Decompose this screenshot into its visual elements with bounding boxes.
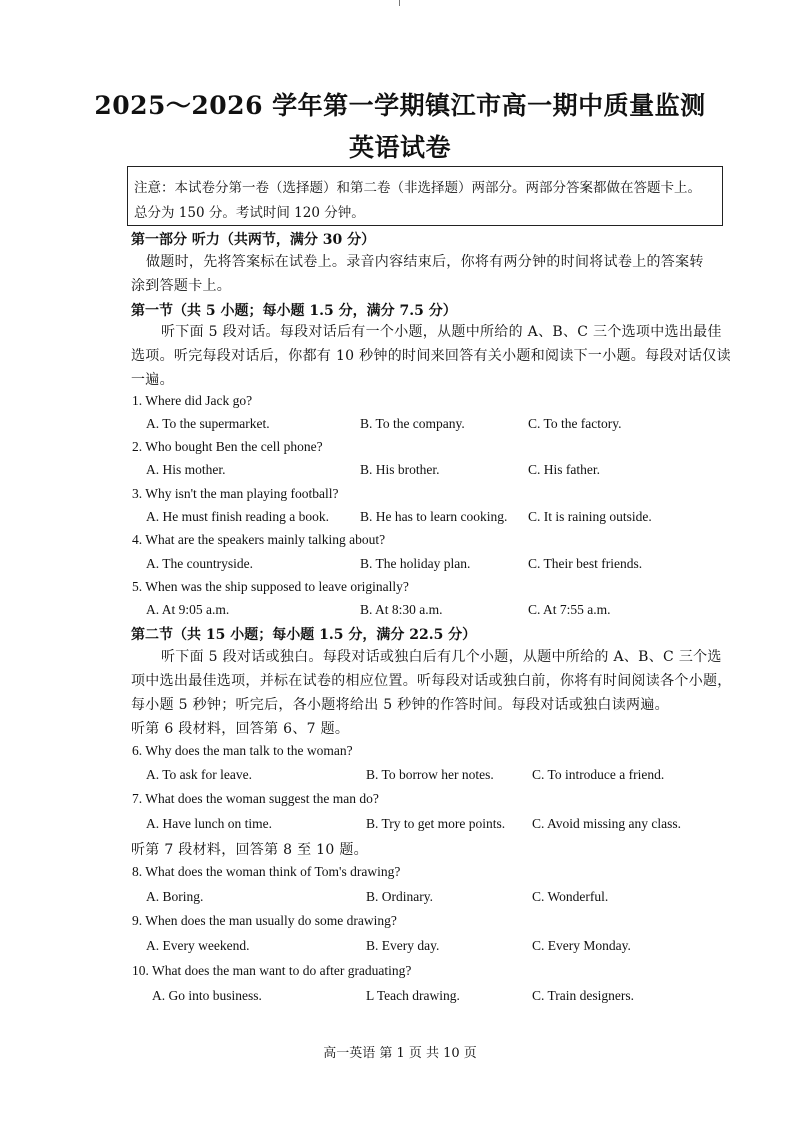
option-a: A. To the supermarket. <box>146 416 270 431</box>
exam-subtitle: 英语试卷 <box>348 133 451 162</box>
option-a: A. To ask for leave. <box>146 767 253 782</box>
option-c: C. Avoid missing any class. <box>532 816 682 831</box>
option-a: A. He must finish reading a book. <box>146 509 329 524</box>
option-a: A. The countryside. <box>146 556 253 571</box>
option-c: C. Wonderful. <box>532 889 609 904</box>
question-text: 7. What does the woman suggest the man do? <box>132 791 379 806</box>
section2-instruction-line-3: 每小题 5 秒钟；听完后，各小题将给出 5 秒钟的作答时间。每段对话或独白读两遍。 <box>131 697 669 713</box>
option-b: B. Every day. <box>366 938 440 953</box>
option-b: B. At 8:30 a.m. <box>360 602 443 617</box>
question-text: 1. Where did Jack go? <box>132 393 253 408</box>
part1-instruction-line-2: 涂到答题卡上。 <box>131 278 232 294</box>
section2-instruction-line-2: 项中选出最佳选项，并标在试卷的相应位置。听每段对话或独白前，你将有时间阅读各个小题， <box>131 673 732 689</box>
option-c: C. Every Monday. <box>532 938 631 953</box>
question-text: 8. What does the woman think of Tom's drawing? <box>132 864 401 879</box>
option-a: A. His mother. <box>146 462 226 477</box>
option-a: A. Go into business. <box>152 988 262 1003</box>
notice-line-1: 注意：本试卷分第一卷（选择题）和第二卷（非选择题）两部分。两部分答案都做在答题卡上。 <box>134 180 701 196</box>
option-c: C. To introduce a friend. <box>532 767 665 782</box>
option-a: A. Every weekend. <box>146 938 250 953</box>
question-text: 5. When was the ship supposed to leave originally? <box>132 579 409 594</box>
question-text: 4. What are the speakers mainly talking about? <box>132 532 386 547</box>
question-text: 9. When does the man usually do some drawing? <box>132 913 397 928</box>
option-a: A. At 9:05 a.m. <box>146 602 230 617</box>
section1-heading: 第一节（共 5 小题；每小题 1.5 分，满分 7.5 分） <box>131 303 457 319</box>
option-b: B. Try to get more points. <box>366 816 506 831</box>
part1-instruction-line-1: 做题时，先将答案标在试卷上。录音内容结束后，你将有两分钟的时间将试卷上的答案转 <box>146 254 704 270</box>
option-b: B. The holiday plan. <box>360 556 471 571</box>
option-a: A. Boring. <box>146 889 204 904</box>
material-7-instruction: 听第 7 段材料，回答第 8 至 10 题。 <box>131 842 368 858</box>
question-text: 3. Why isn't the man playing football? <box>132 486 339 501</box>
option-b: B. He has to learn cooking. <box>360 509 508 524</box>
page-footer: 高一英语 第 1 页 共 10 页 <box>323 1046 477 1061</box>
option-c: C. Their best friends. <box>528 556 643 571</box>
question-text: 2. Who bought Ben the cell phone? <box>132 439 323 454</box>
section1-instruction-line-3: 一遍。 <box>131 372 174 388</box>
option-a: A. Have lunch on time. <box>146 816 272 831</box>
option-c: C. Train designers. <box>532 988 635 1003</box>
option-b: B. His brother. <box>360 462 440 477</box>
option-c: C. To the factory. <box>528 416 622 431</box>
option-b: B. To the company. <box>360 416 465 431</box>
option-b: B. To borrow her notes. <box>366 767 494 782</box>
material-6-instruction: 听第 6 段材料，回答第 6、7 题。 <box>131 721 350 737</box>
part1-heading: 第一部分 听力（共两节，满分 30 分） <box>131 232 376 248</box>
option-c: C. His father. <box>528 462 600 477</box>
option-c: C. It is raining outside. <box>528 509 652 524</box>
section1-instruction-line-2: 选项。听完每段对话后，你都有 10 秒钟的时间来回答有关小题和阅读下一小题。每段对话仅读 <box>131 348 731 364</box>
scan-mark <box>399 0 400 6</box>
option-c: C. At 7:55 a.m. <box>528 602 611 617</box>
notice-box <box>127 166 723 226</box>
section2-instruction-line-1: 听下面 5 段对话或独白。每段对话或独白后有几个小题，从题中所给的 A、B、C 三个选 <box>161 649 722 665</box>
option-b: B. Ordinary. <box>366 889 433 904</box>
section1-instruction-line-1: 听下面 5 段对话。每段对话后有一个小题，从题中所给的 A、B、C 三个选项中选出最佳 <box>161 324 722 340</box>
option-b: L Teach drawing. <box>366 988 460 1003</box>
exam-title: 2025～2026 学年第一学期镇江市高一期中质量监测 <box>94 91 706 120</box>
section2-heading: 第二节（共 15 小题；每小题 1.5 分，满分 22.5 分） <box>131 627 477 643</box>
question-text: 6. Why does the man talk to the woman? <box>132 743 353 758</box>
question-text: 10. What does the man want to do after graduating? <box>132 963 412 978</box>
notice-line-2: 总分为 150 分。考试时间 120 分钟。 <box>134 205 365 221</box>
